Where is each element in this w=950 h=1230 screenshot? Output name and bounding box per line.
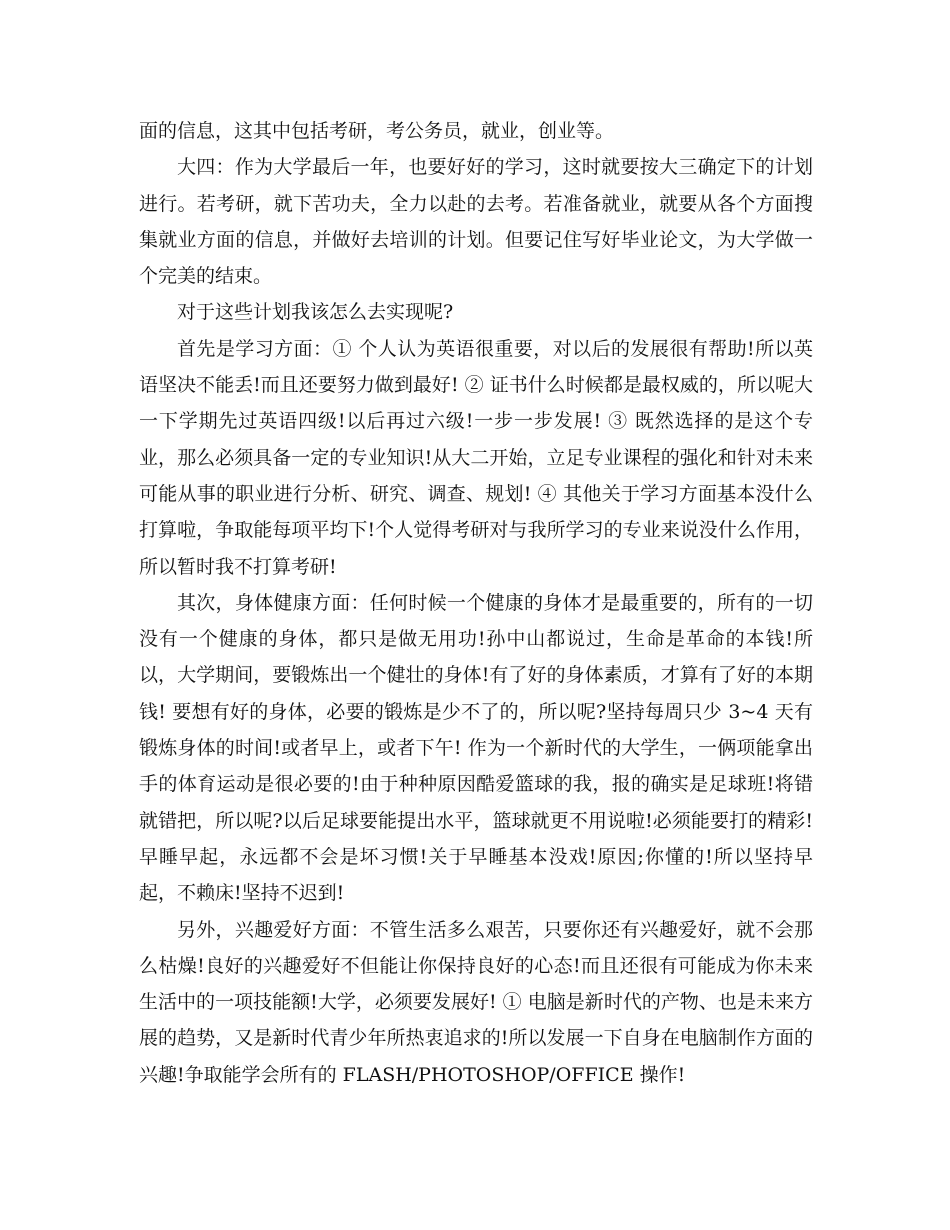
paragraph-question: 对于这些计划我该怎么去实现呢? (177, 301, 454, 324)
paragraph-continuation: 面的信息，这其中包括考研，考公务员，就业，创业等。 (139, 120, 615, 142)
paragraph-hobbies: 另外，兴趣爱好方面：不管生活多么艰苦，只要你还有兴趣爱好，就不会那么枯燥!良好的兴趣爱好不但能让你保持良好的心态!而且还很有可能成为你未来生活中的一项技能额!大学，必须要发展好! ① 电脑是新时代的产物、也是未来方展的趋势，又是新时代青少年所热衷追求的!所以发展一下自身在电脑制作方面的兴趣!争取能学会所有的 FLASH/PHOTOSHOP/OFFICE 操作! (139, 918, 813, 1086)
paragraph-study: 首先是学习方面：① 个人认为英语很重要，对以后的发展很有帮助!所以英语坚决不能丢!而且还要努力做到最好! ② 证书什么时候都是最权威的，所以呢大一下学期先过英语四级!以后再过六级!一步一步发展! ③ 既然选择的是这个专业，那么必须具备一定的专业知识!从大二开始，立足专业课程的强化和针对未来可能从事的职业进行分析、研究、调查、规划! ④ 其他关于学习方面基本没什么打算啦，争取能每项平均下!个人觉得考研对与我所学习的专业来说没什么作用，所以暂时我不打算考研! (139, 337, 813, 578)
paragraph-health: 其次，身体健康方面：任何时候一个健康的身体才是最重要的，所有的一切没有一个健康的身体，都只是做无用功!孙中山都说过，生命是革命的本钱!所以，大学期间，要锻炼出一个健壮的身体!有了好的身体素质，才算有了好的本期钱! 要想有好的身体，必要的锻炼是少不了的，所以呢?坚持每周只少 3~4 天有锻炼身体的时间!或者早上，或者下午! 作为一个新时代的大学生，一俩项能拿出手的体育运动是很必要的!由于种种原因酷爱篮球的我，报的确实是足球班!将错就错把，所以呢?以后足球要能提出水平，篮球就更不用说啦!必须能要打的精彩! 早睡早起，永远都不会是坏习惯!关于早睡基本没戏!原因;你懂的!所以坚持早起，不赖床!坚持不迟到! (139, 591, 813, 905)
paragraph-senior-year: 大四：作为大学最后一年，也要好好的学习，这时就要按大三确定下的计划进行。若考研，就下苦功夫，全力以赴的去考。若准备就业，就要从各个方面搜集就业方面的信息，并做好去培训的计划。但要记住写好毕业论文，为大学做一个完美的结束。 (139, 156, 813, 288)
document-body (139, 113, 813, 1093)
